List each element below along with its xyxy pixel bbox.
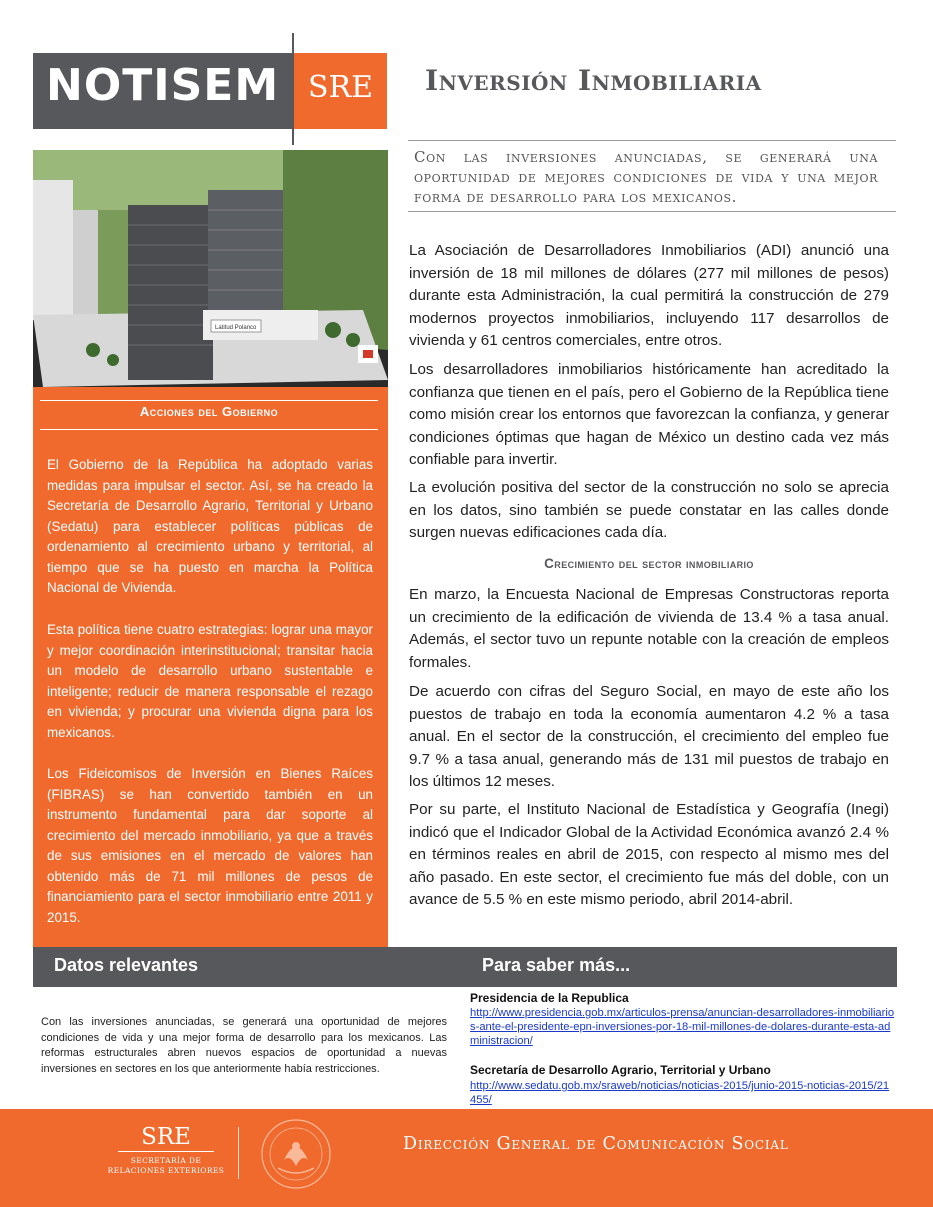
main-paragraph: La Asociación de Desarrolladores Inmobiliarios (ADI) anunció una inversión de 18 mil millones de dólares (277 mil millones de pesos) durante esta Administración, la cual permitirá la construcción de 279 modernos proyectos inmobiliarios, incluyendo 117 desarrollos de vivienda y 61 centros comerciales, entre otros.	[409, 242, 889, 349]
model-sign: Latitud Polanco	[215, 325, 257, 331]
logo-notisem-text: NOTISEM	[46, 60, 280, 111]
sidebar-rule	[40, 400, 378, 401]
sidebar-rule	[40, 429, 378, 430]
page-subtitle: Con las inversiones anunciadas, se generará una oportunidad de mejores condiciones de vida y una mejor forma de desarrollo para los mexicanos.	[414, 148, 878, 206]
datos-relevantes-title: Datos relevantes	[54, 955, 199, 975]
para-saber-mas-title: Para saber más...	[482, 955, 631, 975]
footer-sre-logo: SRE	[141, 1124, 191, 1150]
section-heading: Crecimiento del sector inmobiliario	[544, 556, 754, 571]
main-paragraph: Los desarrolladores inmobiliarios históricamente han acreditado la confianza que tienen en el país, pero el Gobierno de la República tiene como misión crear los entornos que favorezcan la confianza, y generar condiciones óptimas que hagan de México un destino cada vez más confiable para invertir.	[409, 361, 889, 468]
sidebar-paragraph: Esta política tiene cuatro estrategias: lograr una mayor y mejor coordinación interinstitucional; transitar hacia un modelo de desarrollo urbano sustentable e inteligente; reducir de manera responsable el rezago en vivienda; y procurar una vivienda digna para los mexicanos.	[47, 622, 373, 740]
footer-divider	[238, 1127, 239, 1179]
footer-sre-subtitle: RELACIONES EXTERIORES	[107, 1166, 225, 1175]
footer-sre-rule	[118, 1151, 214, 1152]
mexican-seal-icon	[248, 1116, 344, 1192]
page-title: Inversión Inmobiliaria	[425, 64, 762, 97]
datos-relevantes-text: Con las inversiones anunciadas, se generará una oportunidad de mejores condiciones de vida y una mejor forma de desarrollo para los mexicanos. Las reformas estructurales abren nuevos espacios de oportunidad a nuevas inversiones en sectores en los que anteriormente había restricciones.	[41, 1016, 447, 1075]
section-paragraph: Por su parte, el Instituto Nacional de Estadística y Geografía (Inegi) indicó que el Indicador Global de la Actividad Económica avanzó 2.4 % en términos reales en abril de 2015, con respecto al mismo mes del año pasado. En este sector, el crecimiento fue más del doble, con un avance de 5.5 % en este mismo periodo, abril 2014-abril.	[409, 801, 889, 908]
building-model-photo	[33, 150, 388, 387]
building-model-illustration	[33, 150, 388, 387]
reference-title: Secretaría de Desarrollo Agrario, Territorial y Urbano	[470, 1063, 771, 1077]
reference-link[interactable]: http://www.presidencia.gob.mx/articulos-prensa/anuncian-desarrolladores-inmobiliarios-ante-el-presidente-epn-inversiones-por-18-mil-millones-de-dolares-durante-esta-administracion/	[470, 1007, 895, 1047]
sidebar-heading: Acciones del Gobierno	[139, 404, 279, 419]
logo-sre-text: SRE	[307, 70, 374, 105]
sidebar-paragraph: El Gobierno de la República ha adoptado varias medidas para impulsar el sector. Así, se ha creado la Secretaría de Desarrollo Agrario, Territorial y Urbano (Sedatu) para establecer políticas públicas de ordenamiento al crecimiento urbano y territorial, al tiempo que se ha puesto en marcha la Política Nacional de Vivienda.	[47, 457, 373, 595]
reference-title: Presidencia de la Republica	[470, 991, 629, 1005]
main-paragraph: La evolución positiva del sector de la construcción no solo se aprecia en los datos, sino también se puede constatar en las calles donde surgen nuevas edificaciones cada día.	[409, 479, 889, 541]
section-paragraph: En marzo, la Encuesta Nacional de Empresas Constructoras reporta un crecimiento de la edificación de vivienda de 13.4 % a tasa anual. Además, el sector tuvo un repunte notable con la creación de empleos formales.	[409, 586, 889, 671]
sidebar-paragraph: Los Fideicomisos de Inversión en Bienes Raíces (FIBRAS) se han convertido también en un instrumento fundamental para dar soporte al crecimiento del mercado inmobiliario, ya que a través de sus emisiones en el mercado de valores han obtenido más de 71 mil millones de pesos de financiamiento para el sector inmobiliario entre 2011 y 2015.	[47, 766, 373, 925]
footer-department: Dirección General de Comunicación Social	[403, 1134, 789, 1154]
footer-sre-subtitle: SECRETARÍA DE	[130, 1156, 202, 1165]
section-paragraph: De acuerdo con cifras del Seguro Social, en mayo de este año los puestos de trabajo en toda la economía aumentaron 4.2 % a tasa anual. En el sector de la construcción, el crecimiento del empleo fue 9.7 % a tasa anual, generando más de 131 mil puestos de trabajo en los últimos 12 meses.	[409, 683, 889, 790]
reference-link[interactable]: http://www.sedatu.gob.mx/sraweb/noticias/noticias-2015/junio-2015-noticias-2015/21455/	[470, 1080, 890, 1106]
